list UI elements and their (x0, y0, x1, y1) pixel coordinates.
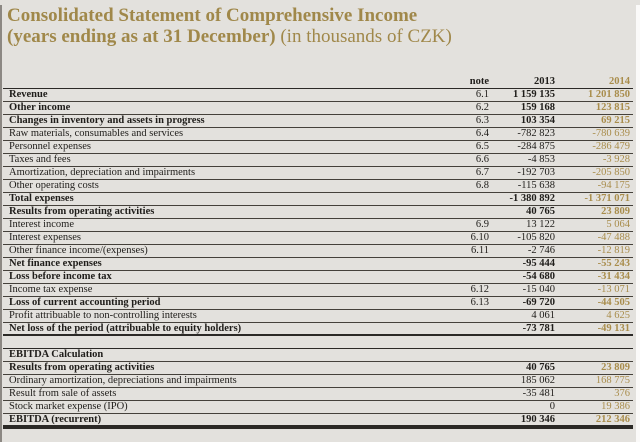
cell-y2014: 69 215 (601, 115, 630, 126)
table-row (3, 310, 633, 323)
table-row (3, 245, 633, 258)
cell-label: Income tax expense (9, 284, 93, 295)
table-row (3, 193, 633, 206)
page-right-margin (636, 5, 640, 442)
cell-y2014: -44 505 (597, 297, 630, 308)
cell-y2013: -4 853 (527, 154, 555, 165)
cell-note: 6.12 (470, 284, 489, 295)
ebitda-section-header (3, 349, 633, 362)
table-header-row (3, 75, 633, 89)
table-row (3, 141, 633, 154)
cell-label: Amortization, depreciation and impairments (9, 167, 196, 178)
cell-y2014: -94 175 (597, 180, 630, 191)
cell-y2014: -780 639 (592, 128, 630, 139)
cell-y2014: 168 775 (595, 375, 630, 386)
header-2014: 2014 (609, 75, 630, 87)
cell-y2013: 103 354 (520, 115, 555, 126)
document-title-line2 (7, 26, 640, 47)
table-row (3, 128, 633, 141)
cell-y2014: 1 201 850 (588, 89, 630, 100)
cell-label: Results from operating activities (9, 206, 155, 217)
cell-label: Result from sale of assets (9, 388, 117, 399)
cell-y2014: 5 064 (606, 219, 630, 230)
cell-y2013: -192 703 (517, 167, 555, 178)
cell-y2014: -3 928 (602, 154, 630, 165)
cell-y2013: 0 (549, 401, 555, 412)
cell-y2014: 23 809 (601, 206, 630, 217)
cell-y2013: 1 159 135 (513, 89, 555, 100)
cell-y2014: 376 (614, 388, 630, 399)
cell-y2013: 4 061 (531, 310, 555, 321)
cell-y2014: 4 625 (606, 310, 630, 321)
income-statement-table (3, 75, 633, 336)
scan-artifact-left-edge (0, 5, 2, 442)
cell-label: Net finance expenses (9, 258, 102, 269)
cell-note: 6.7 (475, 167, 489, 178)
table-row (3, 375, 633, 388)
cell-y2014: -1 371 071 (584, 193, 630, 204)
cell-note: 6.1 (475, 89, 489, 100)
cell-y2014: -31 434 (597, 271, 630, 282)
document-title-line1: Consolidated Statement of Comprehensive Income (7, 5, 418, 26)
table-row (3, 154, 633, 167)
cell-y2013: 13 122 (526, 219, 555, 230)
table-row (3, 89, 633, 102)
cell-y2013: -69 720 (522, 297, 555, 308)
table-row (3, 115, 633, 128)
table-row (3, 206, 633, 219)
cell-y2013: -2 746 (527, 245, 555, 256)
header-note: note (469, 75, 489, 87)
cell-y2013: -15 040 (522, 284, 555, 295)
cell-label: Stock market expense (IPO) (9, 401, 128, 412)
cell-note: 6.5 (475, 141, 489, 152)
cell-y2014: -13 071 (597, 284, 630, 295)
cell-y2014: 23 809 (601, 362, 630, 373)
cell-y2014: 123 815 (595, 102, 630, 113)
table-row (3, 297, 633, 310)
cell-y2013: -35 481 (522, 388, 555, 399)
ebitda-section-title: EBITDA Calculation (9, 349, 104, 360)
table-row (3, 401, 633, 414)
cell-y2014: 19 386 (601, 401, 630, 412)
cell-note: 6.13 (470, 297, 489, 308)
cell-y2013: -284 875 (517, 141, 555, 152)
table-row (3, 414, 633, 427)
cell-label: Profit attribuable to non-controlling interests (9, 310, 197, 321)
cell-label: Taxes and fees (9, 154, 71, 165)
cell-label: Net loss of the period (attribuable to equity holders) (9, 323, 242, 334)
cell-y2013: -115 638 (517, 180, 555, 191)
cell-y2014: 212 346 (595, 414, 630, 425)
table-row (3, 258, 633, 271)
cell-label: Raw materials, consumables and services (9, 128, 184, 139)
cell-note: 6.6 (475, 154, 489, 165)
cell-y2013: 40 765 (526, 362, 555, 373)
cell-note: 6.3 (475, 115, 489, 126)
table-row (3, 362, 633, 375)
cell-y2013: -105 820 (517, 232, 555, 243)
table-row (3, 271, 633, 284)
cell-y2013: -95 444 (522, 258, 555, 269)
cell-y2013: 40 765 (526, 206, 555, 217)
cell-y2014: -55 243 (597, 258, 630, 269)
cell-label: Personnel expenses (9, 141, 91, 152)
cell-label: Loss before income tax (9, 271, 112, 282)
cell-y2014: -49 131 (597, 323, 630, 334)
cell-label: EBITDA (recurrent) (9, 414, 102, 425)
header-2013: 2013 (534, 75, 555, 87)
cell-label: Other income (9, 102, 71, 113)
table-row (3, 323, 633, 336)
table-row (3, 219, 633, 232)
cell-label: Interest income (9, 219, 75, 230)
table-row (3, 284, 633, 297)
cell-y2014: -286 479 (592, 141, 630, 152)
cell-label: Other finance income/(expenses) (9, 245, 148, 256)
table-row (3, 388, 633, 401)
cell-y2013: -782 823 (517, 128, 555, 139)
cell-label: Results from operating activities (9, 362, 155, 373)
table-row (3, 232, 633, 245)
cell-note: 6.10 (470, 232, 489, 243)
cell-y2013: 159 168 (520, 102, 555, 113)
cell-label: Revenue (9, 89, 48, 100)
cell-note: 6.4 (475, 128, 489, 139)
cell-note: 6.8 (475, 180, 489, 191)
document-title-period: (years ending as at 31 December) (7, 26, 276, 47)
cell-y2014: -47 488 (597, 232, 630, 243)
table-row (3, 180, 633, 193)
cell-label: Loss of current accounting period (9, 297, 161, 308)
cell-note: 6.9 (475, 219, 489, 230)
cell-label: Ordinary amortization, depreciations and impairments (9, 375, 237, 386)
cell-y2013: -73 781 (522, 323, 555, 334)
document-title (7, 5, 640, 47)
cell-y2013: -54 680 (522, 271, 555, 282)
document-title-units: (in thousands of CZK) (275, 26, 452, 47)
cell-label: Interest expenses (9, 232, 82, 243)
table-row (3, 102, 633, 115)
cell-note: 6.11 (471, 245, 489, 256)
cell-y2014: -205 850 (592, 167, 630, 178)
cell-y2013: -1 380 892 (509, 193, 555, 204)
ebitda-rows (3, 362, 633, 427)
cell-note: 6.2 (475, 102, 489, 113)
cell-label: Total expenses (9, 193, 74, 204)
cell-y2013: 190 346 (520, 414, 555, 425)
table-row (3, 167, 633, 180)
cell-label: Changes in inventory and assets in progress (9, 115, 205, 126)
ebitda-table (3, 348, 633, 429)
cell-y2014: -12 819 (597, 245, 630, 256)
income-statement-rows (3, 89, 633, 336)
cell-label: Other operating costs (9, 180, 99, 191)
cell-y2013: 185 062 (520, 375, 555, 386)
